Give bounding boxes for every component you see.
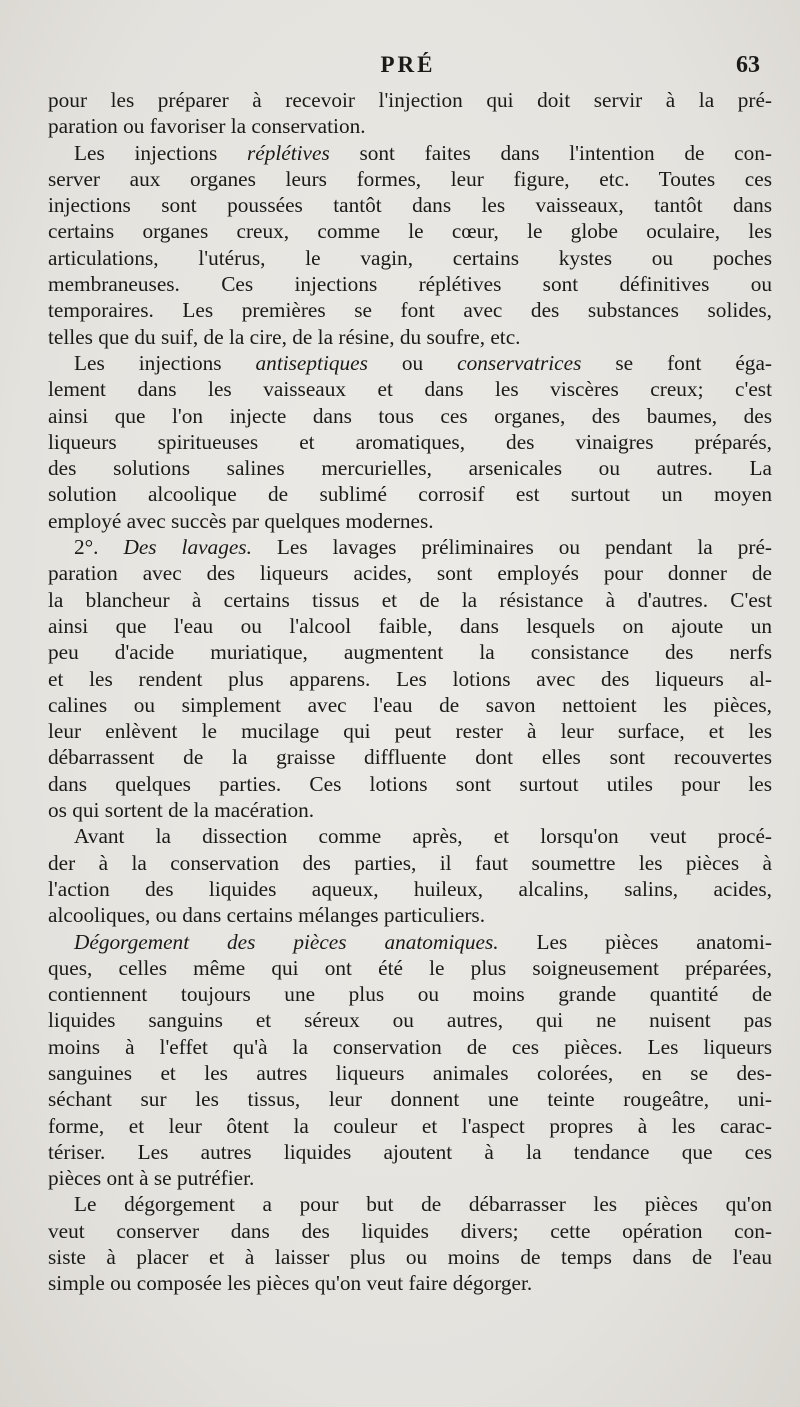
text-segment: Les lavages préliminaires ou pendant la pré- bbox=[251, 535, 772, 560]
text-segment: paration avec des liqueurs acides, sont employés pour donner de bbox=[48, 561, 772, 586]
text-segment: pièces ont à se putréfier. bbox=[48, 1166, 255, 1191]
text-segment: liquides sanguins et séreux ou autres, qui ne nuisent pas bbox=[48, 1008, 772, 1033]
text-line bbox=[48, 481, 772, 507]
text-line bbox=[48, 455, 772, 481]
text-line bbox=[48, 587, 772, 613]
text-line bbox=[48, 902, 772, 928]
text-line bbox=[48, 376, 772, 402]
text-segment: temporaires. Les premières se font avec des substances solides, bbox=[48, 298, 772, 323]
text-line bbox=[48, 981, 772, 1007]
text-line bbox=[48, 140, 772, 166]
text-line bbox=[48, 560, 772, 586]
text-segment: Les pièces anatomi- bbox=[498, 929, 772, 954]
paragraph-p3 bbox=[48, 350, 772, 534]
text-segment: forme, et leur ôtent la couleur et l'aspect propres à les carac- bbox=[48, 1113, 772, 1138]
text-segment: articulations, l'utérus, le vagin, certains kystes ou poches bbox=[48, 245, 772, 270]
body-text bbox=[48, 87, 772, 1297]
text-segment: dans quelques parties. Ces lotions sont surtout utiles pour les bbox=[48, 771, 772, 796]
paragraph-p4 bbox=[48, 534, 772, 823]
text-line bbox=[48, 218, 772, 244]
text-segment: solution alcoolique de sublimé corrosif est surtout un moyen bbox=[48, 482, 772, 507]
text-segment: paration ou favoriser la conservation. bbox=[48, 114, 366, 139]
text-segment: os qui sortent de la macération. bbox=[48, 798, 315, 823]
text-line bbox=[48, 692, 772, 718]
text-segment: der à la conservation des parties, il faut soumettre les pièces à bbox=[48, 850, 772, 875]
text-segment: l'action des liquides aqueux, huileux, alcalins, salins, acides, bbox=[48, 876, 772, 901]
text-line bbox=[48, 1165, 772, 1191]
text-segment: contiennent toujours une plus ou moins grande quantité de bbox=[48, 982, 772, 1007]
text-line bbox=[48, 1218, 772, 1244]
text-line bbox=[48, 876, 772, 902]
text-segment: telles que du suif, de la cire, de la résine, du soufre, etc. bbox=[48, 324, 521, 349]
text-line bbox=[48, 850, 772, 876]
text-segment: ainsi que l'eau ou l'alcool faible, dans lesquels on ajoute un bbox=[48, 613, 772, 638]
text-segment: pour les préparer à recevoir l'injection qui doit servir à la pré- bbox=[48, 88, 772, 112]
text-segment: employé avec succès par quelques modernes. bbox=[48, 508, 434, 533]
text-line bbox=[48, 666, 772, 692]
text-line bbox=[48, 297, 772, 323]
text-segment: leur enlèvent le mucilage qui peut rester à leur surface, et les bbox=[48, 719, 772, 744]
text-segment: moins à l'effet qu'à la conservation de ces pièces. Les liqueurs bbox=[48, 1034, 772, 1059]
running-head: PRÉ bbox=[380, 52, 436, 77]
text-line bbox=[48, 113, 772, 139]
italic-text: réplétives bbox=[246, 140, 330, 165]
text-line bbox=[48, 429, 772, 455]
text-line bbox=[48, 350, 772, 376]
text-line bbox=[48, 508, 772, 534]
text-line bbox=[48, 823, 772, 849]
text-line bbox=[48, 1113, 772, 1139]
text-line bbox=[48, 245, 772, 271]
italic-text: Des lavages. bbox=[123, 535, 252, 560]
text-line bbox=[48, 1191, 772, 1217]
text-line bbox=[48, 534, 772, 560]
text-line bbox=[48, 1007, 772, 1033]
paragraph-p6 bbox=[48, 929, 772, 1192]
italic-text: Dégorgement des pièces anatomiques. bbox=[74, 929, 499, 954]
text-line bbox=[48, 1270, 772, 1296]
text-segment: Les injections bbox=[74, 140, 247, 165]
text-line bbox=[48, 955, 772, 981]
text-line bbox=[48, 271, 772, 297]
text-segment: injections sont poussées tantôt dans les vaisseaux, tantôt dans bbox=[48, 193, 772, 218]
text-segment: ques, celles même qui ont été le plus soigneusement préparées, bbox=[48, 955, 772, 980]
text-segment: peu d'acide muriatique, augmentent la consistance des nerfs bbox=[48, 640, 772, 665]
text-line bbox=[48, 613, 772, 639]
text-segment: ou bbox=[367, 350, 458, 375]
paragraph-p5 bbox=[48, 823, 772, 928]
text-segment: calines ou simplement avec l'eau de savon nettoient les pièces, bbox=[48, 692, 772, 717]
text-segment: membraneuses. Ces injections réplétives sont définitives ou bbox=[48, 272, 772, 297]
text-line bbox=[48, 1034, 772, 1060]
text-segment: veut conserver dans des liquides divers; cette opération con- bbox=[48, 1218, 772, 1243]
text-segment: ainsi que l'on injecte dans tous ces organes, des baumes, des bbox=[48, 403, 772, 428]
text-line bbox=[48, 403, 772, 429]
text-line bbox=[48, 1244, 772, 1270]
page-number: 63 bbox=[736, 52, 760, 78]
text-segment: lement dans les vaisseaux et dans les viscères creux; c'est bbox=[48, 377, 772, 402]
text-segment: 2°. bbox=[74, 535, 124, 560]
text-line bbox=[48, 639, 772, 665]
paragraph-p1 bbox=[48, 87, 772, 140]
text-segment: débarrassent de la graisse diffluente dont elles sont recouvertes bbox=[48, 745, 772, 770]
text-segment: des solutions salines mercurielles, arsenicales ou autres. La bbox=[48, 456, 772, 481]
text-segment: siste à placer et à laisser plus ou moins de temps dans de l'eau bbox=[48, 1245, 772, 1270]
paragraph-p7 bbox=[48, 1191, 772, 1296]
text-segment: Le dégorgement a pour but de débarrasser les pièces qu'on bbox=[74, 1192, 772, 1217]
text-segment: se font éga- bbox=[581, 350, 772, 375]
text-segment: server aux organes leurs formes, leur figure, etc. Toutes ces bbox=[48, 166, 772, 191]
text-line bbox=[48, 797, 772, 823]
paragraph-p2 bbox=[48, 140, 772, 350]
text-segment: Avant la dissection comme après, et lorsqu'on veut procé- bbox=[74, 824, 772, 849]
page-header bbox=[48, 52, 768, 86]
text-line bbox=[48, 192, 772, 218]
text-line bbox=[48, 1060, 772, 1086]
italic-text: conservatrices bbox=[457, 350, 582, 375]
text-line bbox=[48, 324, 772, 350]
text-segment: la blancheur à certains tissus et de la résistance à d'autres. C'est bbox=[48, 587, 772, 612]
text-line bbox=[48, 1139, 772, 1165]
text-segment: simple ou composée les pièces qu'on veut faire dégorger. bbox=[48, 1271, 533, 1296]
text-segment: liqueurs spiritueuses et aromatiques, des vinaigres préparés, bbox=[48, 429, 772, 454]
text-line bbox=[48, 929, 772, 955]
text-line bbox=[48, 87, 772, 113]
text-line bbox=[48, 744, 772, 770]
italic-text: antiseptiques bbox=[255, 350, 368, 375]
text-line bbox=[48, 771, 772, 797]
text-segment: séchant sur les tissus, leur donnent une teinte rougeâtre, uni- bbox=[48, 1087, 772, 1112]
text-segment: sont faites dans l'intention de con- bbox=[329, 140, 772, 165]
text-segment: sanguines et les autres liqueurs animales colorées, en se des- bbox=[48, 1060, 772, 1085]
text-segment: certains organes creux, comme le cœur, le globe oculaire, les bbox=[48, 219, 772, 244]
text-line bbox=[48, 166, 772, 192]
text-segment: alcooliques, ou dans certains mélanges particuliers. bbox=[48, 903, 486, 928]
text-segment: Les injections bbox=[74, 350, 256, 375]
text-line bbox=[48, 1086, 772, 1112]
text-segment: tériser. Les autres liquides ajoutent à la tendance que ces bbox=[48, 1139, 772, 1164]
text-line bbox=[48, 718, 772, 744]
text-segment: et les rendent plus apparens. Les lotions avec des liqueurs al- bbox=[48, 666, 772, 691]
